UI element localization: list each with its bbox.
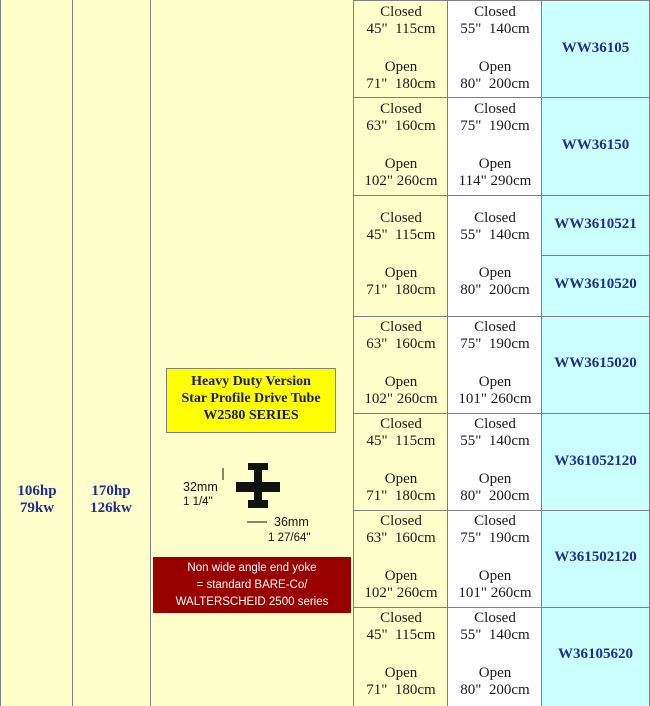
closed-value: 55" 140cm (460, 433, 530, 449)
length-open (448, 156, 542, 190)
open-value: 101" 260cm (458, 391, 532, 407)
open-value: 71" 180cm (366, 76, 436, 92)
length-open (354, 59, 448, 93)
closed-value: 75" 190cm (460, 118, 530, 134)
closed-label: Closed (474, 319, 516, 335)
closed-value: 63" 160cm (366, 118, 436, 134)
closed-value: 63" 160cm (366, 530, 436, 546)
closed-value: 55" 140cm (460, 627, 530, 643)
part-number[interactable]: WW3610520 (554, 276, 637, 292)
open-value: 80" 200cm (460, 682, 530, 698)
length-closed (448, 416, 542, 450)
open-value: 114" 290cm (458, 173, 532, 189)
grid-h5 (353, 510, 650, 511)
series-line-1: Heavy Duty Version (191, 374, 311, 389)
length-closed (448, 101, 542, 135)
length-closed (448, 513, 542, 547)
part-number[interactable]: W361052120 (554, 453, 637, 469)
open-value: 71" 180cm (366, 682, 436, 698)
closed-value: 63" 160cm (366, 336, 436, 352)
length-closed (354, 210, 448, 244)
closed-value: 45" 115cm (366, 433, 436, 449)
length-closed (354, 4, 448, 38)
grid-h6 (353, 607, 650, 608)
open-label: Open (478, 265, 512, 281)
length-open (354, 665, 448, 699)
series-box (166, 368, 336, 433)
length-closed (354, 513, 448, 547)
yoke-note-line-1: Non wide angle end yoke (187, 562, 317, 574)
power-kw: 79kw (19, 500, 55, 516)
open-label: Open (478, 665, 512, 681)
length-closed (448, 4, 542, 38)
closed-label: Closed (380, 210, 422, 226)
length-open (448, 59, 542, 93)
closed-value: 55" 140cm (460, 227, 530, 243)
series-line-2: Star Profile Drive Tube (181, 391, 321, 406)
open-value: 80" 200cm (460, 76, 530, 92)
closed-label: Closed (380, 319, 422, 335)
closed-value: 75" 190cm (460, 336, 530, 352)
open-label: Open (384, 471, 418, 487)
closed-label: Closed (474, 416, 516, 432)
closed-label: Closed (380, 610, 422, 626)
open-label: Open (478, 568, 512, 584)
open-value: 71" 180cm (366, 282, 436, 298)
closed-label: Closed (474, 101, 516, 117)
open-label: Open (478, 471, 512, 487)
open-label: Open (384, 265, 418, 281)
grid-h3 (353, 316, 650, 317)
part-number[interactable]: WW36105 (561, 40, 630, 56)
series-line-3: W2580 SERIES (203, 408, 299, 423)
length-closed (354, 416, 448, 450)
length-closed (354, 610, 448, 644)
profile-bottom-bar (248, 500, 268, 508)
dim-width-in: 1 27/64" (268, 532, 311, 544)
length-open (354, 471, 448, 505)
open-label: Open (384, 568, 418, 584)
dim-height-mm: 32mm (183, 480, 218, 494)
length-open (448, 471, 542, 505)
length-open (354, 265, 448, 299)
closed-value: 45" 115cm (366, 21, 436, 37)
closed-label: Closed (474, 4, 516, 20)
length-open (354, 374, 448, 408)
closed-label: Closed (380, 101, 422, 117)
grid-v2 (72, 0, 73, 706)
open-value: 71" 180cm (366, 488, 436, 504)
closed-value: 45" 115cm (366, 227, 436, 243)
open-label: Open (478, 59, 512, 75)
open-label: Open (478, 374, 512, 390)
length-closed (448, 210, 542, 244)
length-open (448, 374, 542, 408)
closed-value: 55" 140cm (460, 21, 530, 37)
yoke-note-line-2: = standard BARE-Co/ (196, 579, 308, 591)
length-open (448, 665, 542, 699)
dim-width-mm: 36mm (274, 515, 309, 529)
open-label: Open (384, 374, 418, 390)
length-closed (448, 610, 542, 644)
grid-h1 (353, 97, 650, 98)
grid-v3 (150, 0, 151, 706)
closed-value: 75" 190cm (460, 530, 530, 546)
grid-h0 (353, 0, 650, 1)
power-kw-2: 126kw (90, 500, 132, 516)
profile-cross (236, 482, 280, 492)
length-closed (448, 319, 542, 353)
power-hp: 106hp (17, 483, 57, 499)
closed-label: Closed (474, 513, 516, 529)
length-open (354, 156, 448, 190)
length-closed (354, 319, 448, 353)
closed-label: Closed (474, 210, 516, 226)
part-number[interactable]: WW36150 (561, 137, 630, 153)
grid-v1 (0, 0, 1, 706)
length-open (354, 568, 448, 602)
closed-label: Closed (380, 416, 422, 432)
open-label: Open (384, 665, 418, 681)
power-hp-2: 170hp (91, 483, 131, 499)
open-value: 101" 260cm (458, 585, 532, 601)
open-label: Open (478, 156, 512, 172)
open-value: 80" 200cm (460, 282, 530, 298)
grid-h2 (353, 195, 650, 196)
open-value: 102" 260cm (364, 173, 438, 189)
part-number[interactable]: WW3615020 (554, 355, 637, 371)
power-cell-2 (76, 483, 146, 517)
power-cell-1 (2, 483, 72, 517)
part-number[interactable]: W361502120 (554, 549, 637, 565)
open-value: 102" 260cm (364, 585, 438, 601)
length-closed (354, 101, 448, 135)
open-value: 80" 200cm (460, 488, 530, 504)
col-part-bg (542, 0, 650, 706)
open-label: Open (384, 156, 418, 172)
length-open (448, 568, 542, 602)
grid-h2b (541, 255, 650, 256)
open-value: 102" 260cm (364, 391, 438, 407)
length-open (448, 265, 542, 299)
grid-h4 (353, 413, 650, 414)
yoke-note (153, 557, 351, 613)
closed-label: Closed (380, 4, 422, 20)
closed-label: Closed (474, 610, 516, 626)
yoke-note-line-3: WALTERSCHEID 2500 series (175, 596, 329, 608)
closed-value: 45" 115cm (366, 627, 436, 643)
part-number[interactable]: WW3610521 (554, 216, 637, 232)
dim-height-in: 1 1/4" (183, 496, 213, 508)
open-label: Open (384, 59, 418, 75)
part-number[interactable]: W36105620 (558, 646, 633, 662)
closed-label: Closed (380, 513, 422, 529)
